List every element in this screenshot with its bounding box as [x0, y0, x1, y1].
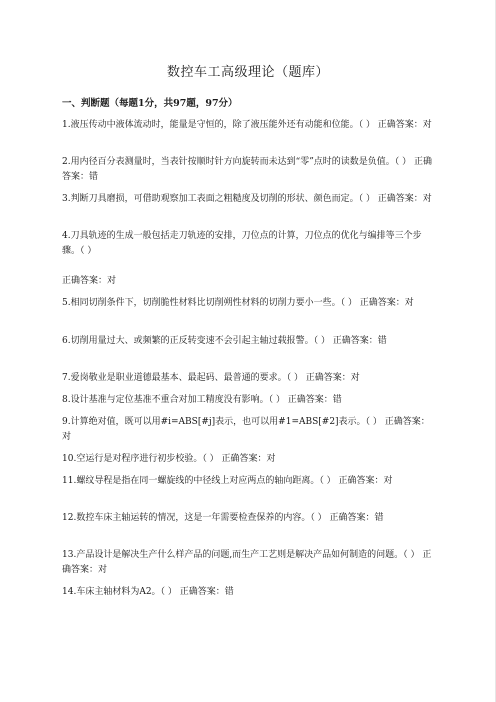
question-text: 6.切削用量过大、或频繁的正反转变速不会引起主轴过载报警。（ ） 正确答案：错: [62, 336, 387, 346]
question-6: [62, 334, 434, 349]
question-text: 2.用内径百分表测量时，当表针按顺时针方向旋转而未达到“零”点时的读数是负值。（ ） 正确答案：错: [62, 157, 433, 182]
question-text: 9.计算绝对值，既可以用#i=ABS[#j]表示，也可以用#1=ABS[#2]表示。（ ） 正确答案：对: [62, 417, 430, 442]
question-2: [62, 155, 434, 185]
question-text: 12.数控车床主轴运转的情况，这是一年需要检查保养的内容。（ ） 正确答案：错: [62, 513, 384, 523]
section-heading: 一、判断题（每题1分，共97题，97分）: [62, 98, 238, 109]
question-text: 14.车床主轴材料为A2。（ ） 正确答案：错: [62, 587, 234, 597]
question-9: [62, 415, 434, 445]
question-text: 10.空运行是对程序进行初步校验。（ ） 正确答案：对: [62, 454, 276, 464]
question-8: [62, 393, 434, 408]
question-text: 1.液压传动中液体流动时，能量是守恒的，除了液压能外还有动能和位能。（ ） 正确答案：对: [62, 120, 432, 130]
question-13: [62, 548, 434, 578]
question-12: [62, 511, 434, 526]
question-text: 11.螺纹导程是指在同一螺旋线的中径线上对应两点的轴向距离。（ ） 正确答案：对: [62, 476, 393, 486]
question-text: 4.刀具轨迹的生成一般包括走刀轨迹的安排，刀位点的计算，刀位点的优化与编排等三个步骤。（ ）: [62, 231, 422, 256]
question-text: 8.设计基准与定位基准不重合对加工精度没有影响。（ ） 正确答案：错: [62, 395, 342, 405]
question-14: [62, 585, 434, 600]
question-text: 5.相同切削条件下，切削脆性材料比切削朔性材料的切削力要小一些。（ ） 正确答案：对: [62, 298, 414, 308]
question-11: [62, 474, 434, 489]
question-answer: 正确答案：对: [62, 276, 117, 286]
question-text: 13.产品设计是解决生产什么样产品的问题,而生产工艺则是解决产品如何制造的问题。（ ） 正确答案：对: [62, 550, 432, 575]
question-10: [62, 452, 434, 467]
question-text: 3.判断刀具磨损，可借助观察加工表面之粗糙度及切削的形状、颜色而定。（ ） 正确答案：对: [62, 194, 432, 204]
question-7: [62, 371, 434, 386]
document-title: 数控车工高级理论（题库）: [166, 65, 329, 80]
question-5: [62, 296, 434, 311]
question-1: [62, 118, 434, 133]
question-4: [62, 229, 434, 289]
question-text: 7.爱岗敬业是职业道德最基本、最起码、最普通的要求。（ ） 正确答案：对: [62, 373, 360, 383]
question-3: [62, 192, 434, 207]
